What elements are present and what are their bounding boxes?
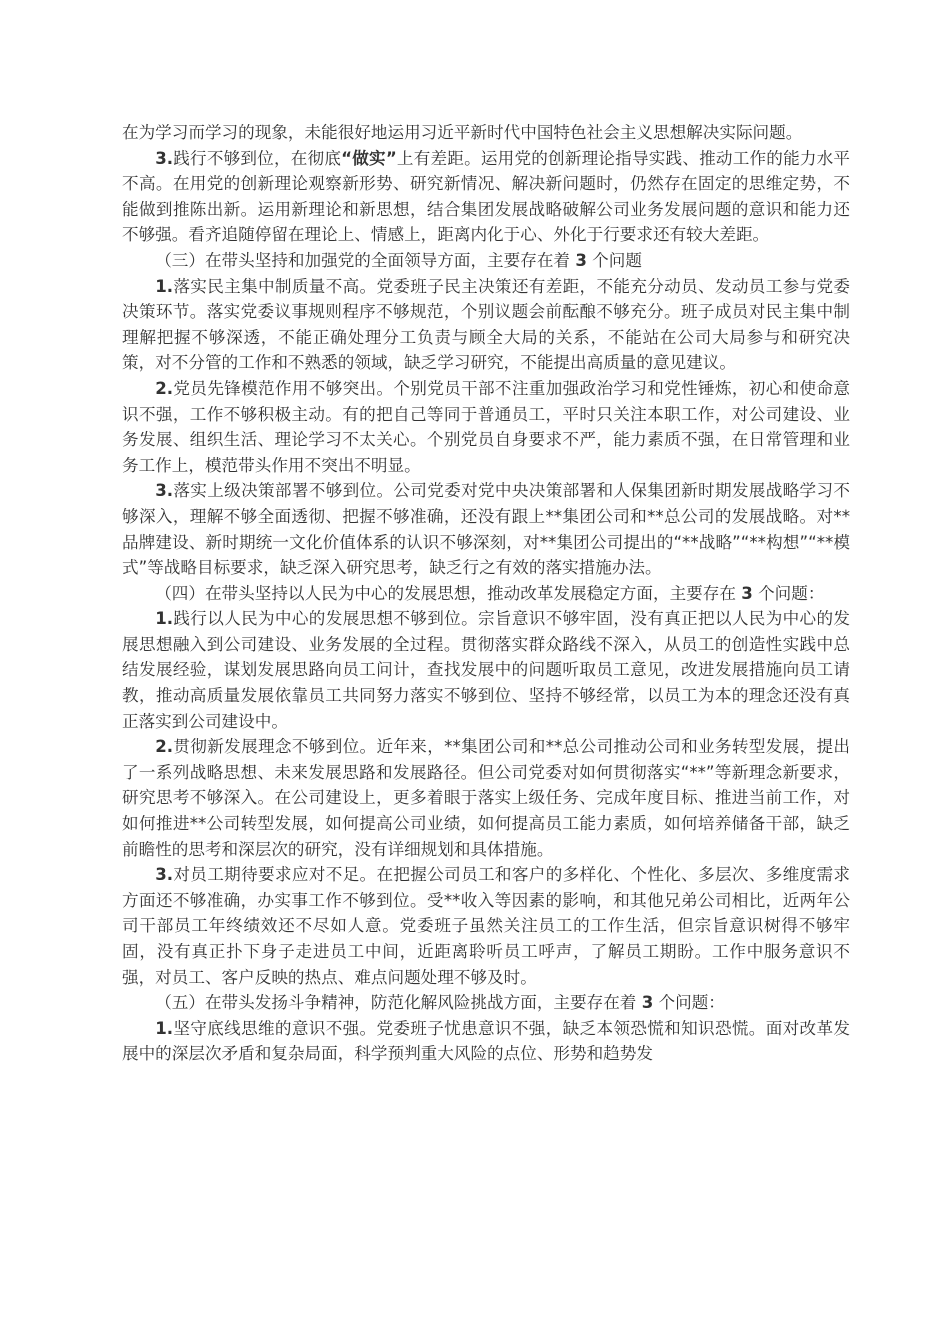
text-run: 落实民主集中制质量不高。党委班子民主决策还有差距，不能充分动员、发动员工参与党委决策环节。落实党委议事规则程序不够规范，个别议题会前酝酿不够充分。班子成员对民主集中制理解把握不够深透，不能正确处理分工负责与顾全大局的关系，不能站在公司大局参与和研究决策，对不分管的工作和不熟悉的领域，缺乏学习研究，不能提出高质量的意见建议。 xyxy=(122,276,850,373)
item-number: 2. xyxy=(155,737,174,757)
paragraph-item-1-democracy xyxy=(122,274,850,376)
section-heading-4 xyxy=(122,581,850,607)
text-run: 上有差距。运用党的创新理论指导实践、推动工作的能力水平不高。在用党的创新理论观察新形势、研究新情况、解决新问题时，仍然存在固定的思维定势，不能做到推陈出新。运用新理论和新思想，结合集团发展战略破解公司业务发展问题的意识和能力还不够强。看齐追随停留在理论上、情感上，距离内化于心、外化于行要求还有较大差距。 xyxy=(122,148,851,245)
text-run: 落实上级决策部署不够到位。公司党委对党中央决策部署和人保集团新时期发展战略学习不够深入，理解不够全面透彻、把握不够准确，还没有跟上**集团公司和**总公司的发展战略。对**品牌建设、新时期统一文化价值体系的认识不够深刻，对**集团公司提出的“**战略”“**构想”“**模式”等战略目标要求，缺乏深入研究思考，缺乏行之有效的落实措施办法。 xyxy=(122,481,850,578)
text-run: 在为学习而学习的现象，未能很好地运用习近平新时代中国特色社会主义思想解决实际问题。 xyxy=(122,123,803,142)
issue-count: 3 xyxy=(575,250,587,270)
paragraph-item-3-employees xyxy=(122,862,850,990)
section-heading-3 xyxy=(122,248,850,274)
text-run: 践行以人民为中心的发展思想不够到位。宗旨意识不够牢固，没有真正把以人民为中心的发展思想融入到公司建设、业务发展的全过程。贯彻落实群众路线不深入，从员工的创造性实践中总结发展经验，谋划发展思路向员工问计，查找发展中的问题听取员工意见，改进发展措施向员工请教，推动高质量发展依靠员工共同努力落实不够到位、坚持不够经常，以员工为本的理念还没有真正落实到公司建设中。 xyxy=(122,609,850,731)
item-number: 3. xyxy=(155,865,174,885)
text-run: （四）在带头坚持以人民为中心的发展思想，推动改革发展稳定方面，主要存在 xyxy=(155,583,742,603)
item-number: 1. xyxy=(155,1018,174,1038)
item-number: 1. xyxy=(155,276,174,296)
item-number: 1. xyxy=(155,609,174,629)
item-number: 2. xyxy=(155,378,174,398)
text-run: 对员工期待要求应对不足。在把握公司员工和客户的多样化、个性化、多层次、多维度需求方面还不够准确，办实事工作不够到位。受**收入等因素的影响，和其他兄弟公司相比，近两年公司干部员工年终绩效还不尽如人意。党委班子虽然关注员工的工作生活，但宗旨意识树得不够牢固，没有真正扑下身子走进员工中间，近距离聆听员工呼声，了解员工期盼。工作中服务意识不强，对员工、客户反映的热点、难点问题处理不够及时。 xyxy=(122,865,850,987)
paragraph-item-3-practice xyxy=(122,146,850,248)
paragraph-item-2-development xyxy=(122,734,850,862)
item-number: 3. xyxy=(155,481,174,501)
paragraph-item-1-bottom-line xyxy=(122,1016,850,1067)
text-run: 个问题： xyxy=(752,583,825,603)
text-run: 坚守底线思维的意识不强。党委班子忧患意识不强，缺乏本领恐慌和知识恐慌。面对改革发展中的深层次矛盾和复杂局面，科学预判重大风险的点位、形势和趋势发 xyxy=(122,1018,850,1064)
paragraph-item-1-people xyxy=(122,606,850,734)
document-page xyxy=(122,120,850,1067)
text-run: 党员先锋模范作用不够突出。个别党员干部不注重加强政治学习和党性锤炼，初心和使命意识不强，工作不够积极主动。有的把自己等同于普通员工，平时只关注本职工作，对公司建设、业务发展、组织生活、理论学习不太关心。个别党员自身要求不严，能力素质不强，在日常管理和业务工作上，模范带头作用不突出不明显。 xyxy=(122,378,850,475)
text-run: （三）在带头坚持和加强党的全面领导方面，主要存在着 xyxy=(155,250,576,270)
paragraph-item-2-vanguard xyxy=(122,376,850,478)
issue-count: 3 xyxy=(741,583,753,603)
text-run: 贯彻新发展理念不够到位。近年来，**集团公司和**总公司推动公司和业务转型发展，提出了一系列战略思想、未来发展思路和发展路径。但公司党委对如何贯彻落实“**”等新理念新要求，研究思考不够深入。在公司建设上，更多着眼于落实上级任务、完成年度目标、推进当前工作，对如何推进**公司转型发展，如何提高公司业绩，如何提高员工能力素质，如何培养储备干部，缺乏前瞻性的思考和深层次的研究，没有详细规划和具体措施。 xyxy=(122,737,850,859)
text-run: 个问题 xyxy=(586,250,642,270)
section-heading-5 xyxy=(122,990,850,1016)
paragraph-item-3-decisions xyxy=(122,478,850,580)
text-run: 践行不够到位，在彻底 xyxy=(173,148,342,168)
paragraph-continuation xyxy=(122,120,850,146)
item-number: 3. xyxy=(155,148,174,168)
emphasis-text: “做实” xyxy=(341,148,397,168)
text-run: （五）在带头发扬斗争精神，防范化解风险挑战方面，主要存在着 xyxy=(155,993,642,1013)
text-run: 个问题： xyxy=(653,993,725,1013)
issue-count: 3 xyxy=(641,993,654,1013)
